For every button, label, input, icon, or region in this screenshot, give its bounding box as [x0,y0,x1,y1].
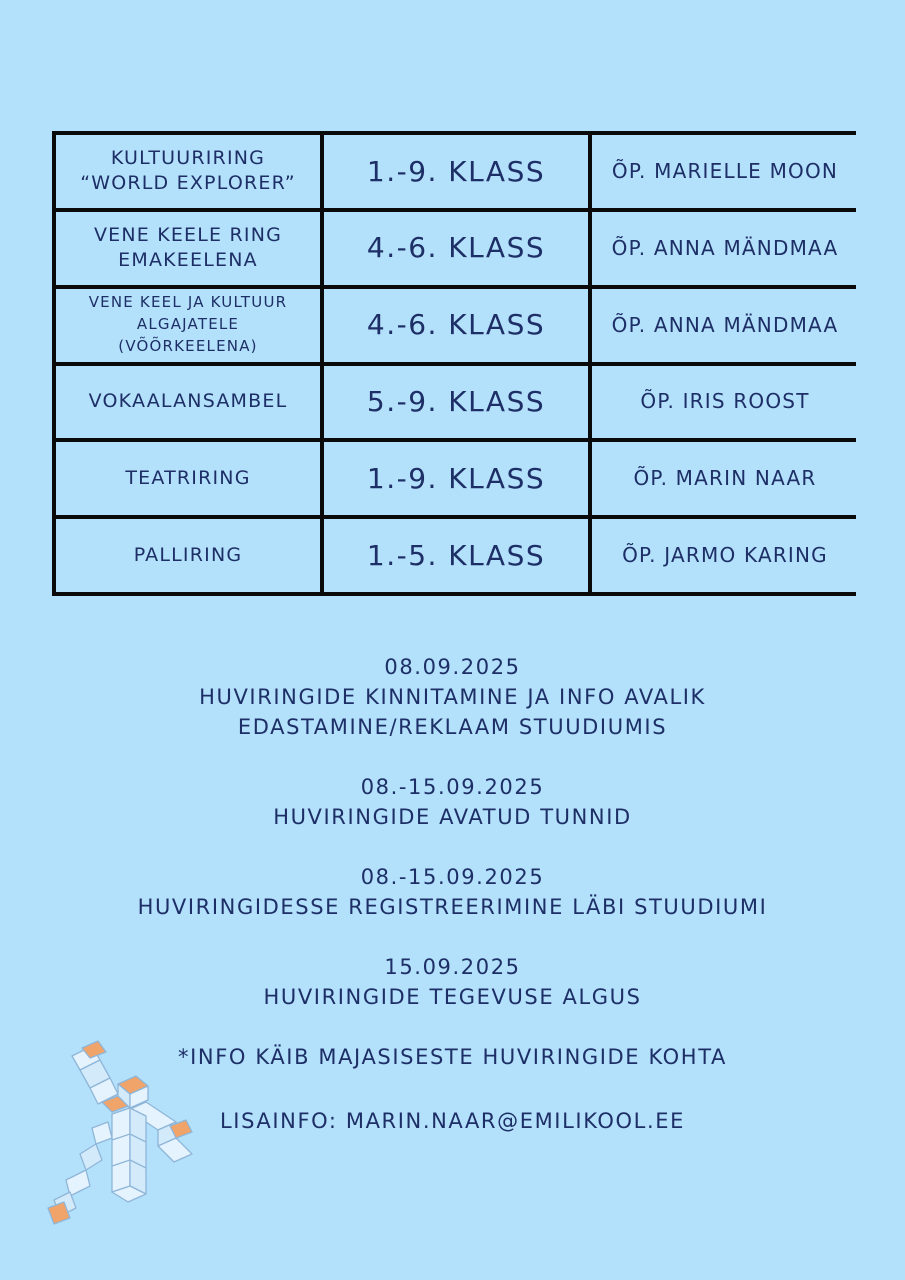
activity-name: VENE KEEL JA KULTUUR ALGAJATELE (VÕÕRKEELENA) [56,289,320,362]
activity-grade: 4.-6. KLASS [324,289,588,362]
activity-teacher: ÕP. MARIELLE MOON [592,135,858,208]
timeline-text: HUVIRINGIDESSE REGISTREERIMINE LÄBI STUUDIUMI [137,895,768,919]
activity-schedule-table [52,131,856,596]
timeline-item [0,952,905,1012]
activity-teacher: ÕP. ANNA MÄNDMAA [592,289,858,362]
timeline-date: 15.09.2025 [384,955,521,979]
block-figure-icon [40,1036,210,1231]
activity-grade: 5.-9. KLASS [324,366,588,439]
timeline-date: 08.-15.09.2025 [360,865,545,889]
info-note: *INFO KÄIB MAJASISESTE HUVIRINGIDE KOHTA [178,1045,727,1069]
timeline-text: EDASTAMINE/REKLAAM STUUDIUMIS [237,715,668,739]
activity-name: TEATRIRING [56,442,320,515]
activity-grade: 1.-9. KLASS [324,442,588,515]
activity-teacher: ÕP. JARMO KARING [592,519,858,592]
activity-name: PALLIRING [56,519,320,592]
timeline-text: HUVIRINGIDE AVATUD TUNNID [273,805,632,829]
activity-grade: 4.-6. KLASS [324,212,588,285]
activity-name: KULTUURIRING “WORLD EXPLORER” [56,135,320,208]
activity-name: VOKAALANSAMBEL [56,366,320,439]
activity-teacher: ÕP. MARIN NAAR [592,442,858,515]
activity-teacher: ÕP. ANNA MÄNDMAA [592,212,858,285]
timeline-text: HUVIRINGIDE KINNITAMINE JA INFO AVALIK [199,685,706,709]
timeline-text: HUVIRINGIDE TEGEVUSE ALGUS [263,985,642,1009]
timeline-item [0,862,905,922]
timeline-date: 08.09.2025 [384,655,521,679]
contact-info: LISAINFO: MARIN.NAAR@EMILIKOOL.EE [219,1109,685,1133]
activity-name: VENE KEELE RING EMAKEELENA [56,212,320,285]
activity-grade: 1.-9. KLASS [324,135,588,208]
activity-grade: 1.-5. KLASS [324,519,588,592]
timeline-date: 08.-15.09.2025 [360,775,545,799]
activity-teacher: ÕP. IRIS ROOST [592,366,858,439]
timeline-item [0,772,905,832]
timeline-item [0,652,905,742]
